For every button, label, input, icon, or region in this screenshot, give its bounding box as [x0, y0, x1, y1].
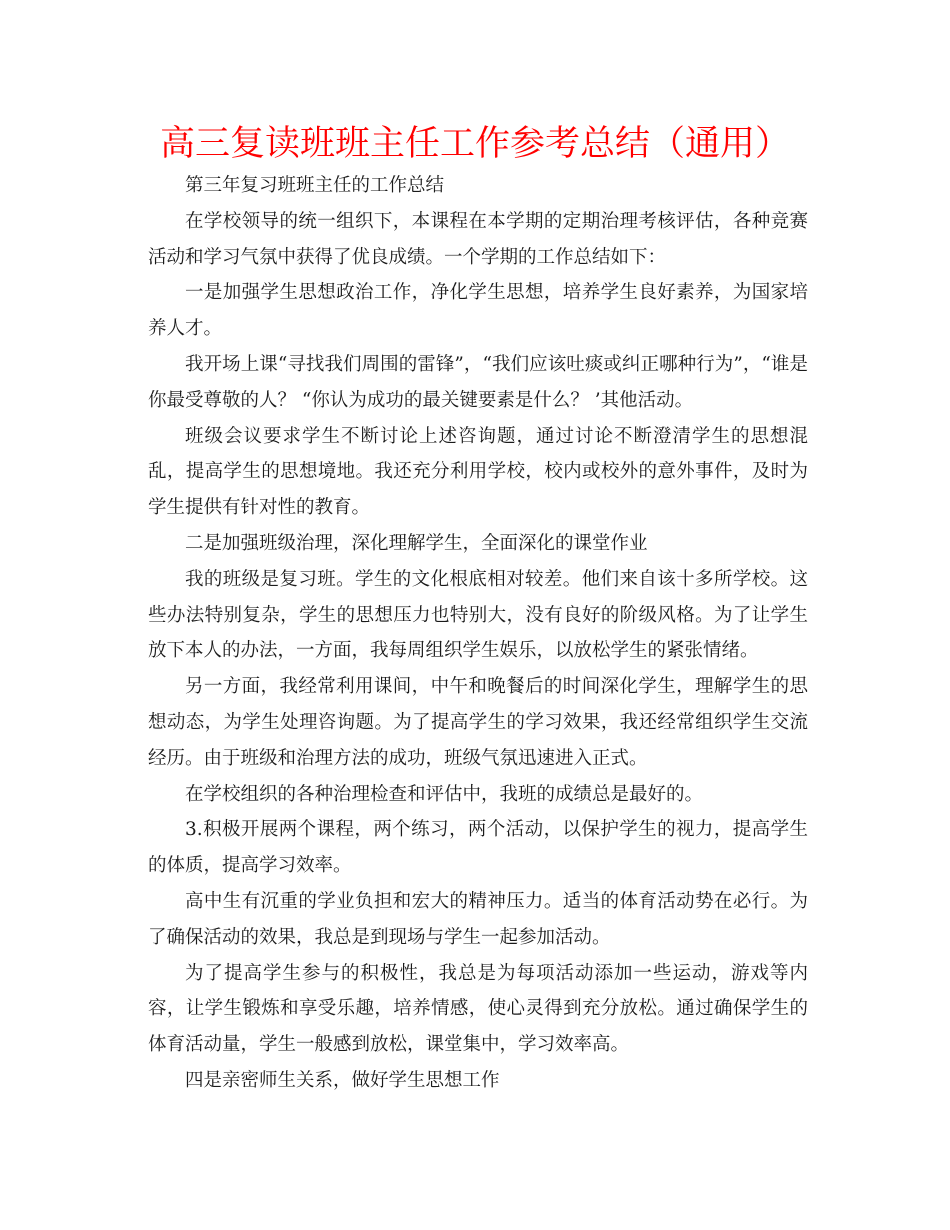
document-body: [148, 168, 808, 1099]
paragraph: 一是加强学生思想政治工作，净化学生思想，培养学生良好素养，为国家培养人才。: [148, 282, 808, 340]
paragraph: 第三年复习班班主任的工作总结: [185, 175, 445, 196]
paragraph: 3.积极开展两个课程，两个练习，两个活动，以保护学生的视力，提高学生的体质，提高学习效率。: [148, 819, 808, 877]
paragraph: 我的班级是复习班。学生的文化根底相对较差。他们来自该十多所学校。这些办法特别复杂，学生的思想压力也特别大，没有良好的阶级风格。为了让学生放下本人的办法，一方面，我每周组织学生娱乐，以放松学生的紧张情绪。: [148, 568, 808, 662]
paragraph: 我开场上课“寻找我们周围的雷锋”，“我们应该吐痰或纠正哪种行为”，“谁是你最受尊敬的人？ “你认为成功的最关键要素是什么？ ’其他活动。: [148, 353, 808, 411]
paragraph: 为了提高学生参与的积极性，我总是为每项活动添加一些运动，游戏等内容，让学生锻炼和享受乐趣，培养情感，使心灵得到充分放松。通过确保学生的体育活动量，学生一般感到放松，课堂集中，学习效率高。: [148, 962, 808, 1056]
paragraph: 二是加强班级治理，深化理解学生，全面深化的课堂作业: [185, 532, 648, 554]
paragraph: 在学校组织的各种治理检查和评估中，我班的成绩总是最好的。: [185, 783, 704, 805]
paragraph: 班级会议要求学生不断讨论上述咨询题，通过讨论不断澄清学生的思想混乱，提高学生的思想境地。我还充分利用学校，校内或校外的意外事件，及时为学生提供有针对性的教育。: [148, 425, 808, 519]
paragraph: 另一方面，我经常利用课间，中午和晚餐后的时间深化学生，理解学生的思想动态，为学生处理咨询题。为了提高学生的学习效果，我还经常组织学生交流经历。由于班级和治理方法的成功，班级气氛迅速进入正式。: [148, 676, 808, 769]
paragraph: 高中生有沉重的学业负担和宏大的精神压力。适当的体育活动势在必行。为了确保活动的效果，我总是到现场与学生一起参加活动。: [148, 890, 808, 948]
paragraph: 在学校领导的统一组织下，本课程在本学期的定期治理考核评估，各种竞赛活动和学习气氛中获得了优良成绩。一个学期的工作总结如下：: [148, 210, 808, 268]
paragraph: 四是亲密师生关系，做好学生思想工作: [185, 1069, 500, 1091]
document-title: 高三复读班班主任工作参考总结（通用）: [159, 124, 790, 164]
